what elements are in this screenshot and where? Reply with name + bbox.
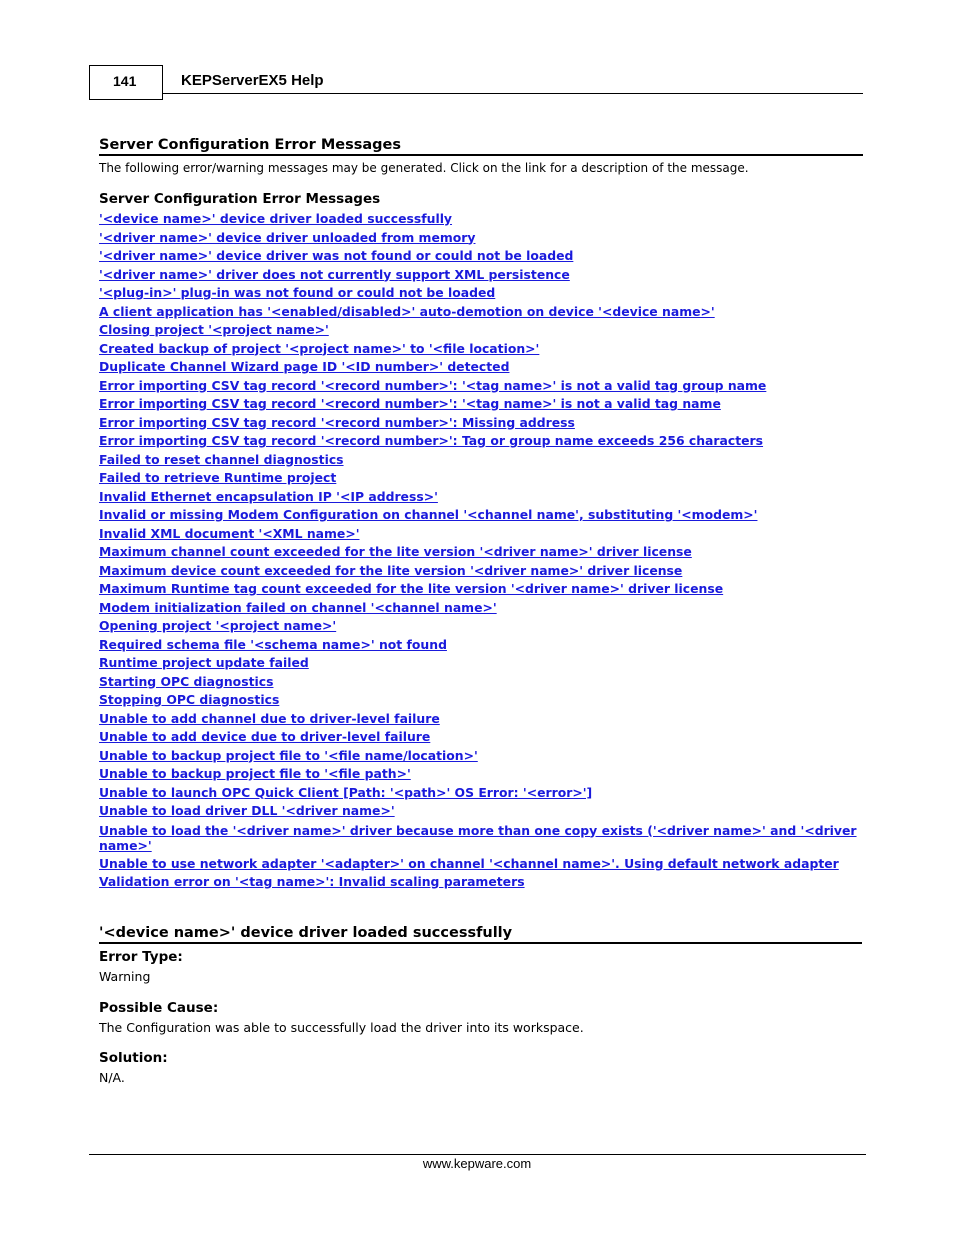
list-item xyxy=(99,873,859,892)
list-item xyxy=(99,747,859,766)
error-message-link[interactable]: Error importing CSV tag record '<record number>': Tag or group name exceeds 256 characters xyxy=(99,433,764,448)
list-item xyxy=(99,340,859,359)
error-message-link[interactable]: Maximum device count exceeded for the lite version '<driver name>' driver license xyxy=(99,562,683,578)
error-message-link[interactable]: Opening project '<project name>' xyxy=(99,618,337,633)
error-message-link[interactable]: '<device name>' device driver loaded successfully xyxy=(99,211,453,226)
list-item xyxy=(99,525,859,544)
list-item xyxy=(99,636,859,655)
section-heading: Server Configuration Error Messages xyxy=(99,137,863,156)
page-number: 141 xyxy=(89,65,163,100)
error-message-link[interactable]: Closing project '<project name>' xyxy=(99,322,329,337)
list-item xyxy=(99,377,859,396)
list-item xyxy=(99,210,859,229)
error-message-link[interactable]: '<driver name>' device driver unloaded from memory xyxy=(99,229,476,245)
error-message-link[interactable]: '<driver name>' driver does not currently support XML persistence xyxy=(99,266,570,282)
list-item xyxy=(99,488,859,507)
error-message-link[interactable]: Error importing CSV tag record '<record number>': '<tag name>' is not a valid tag name xyxy=(99,396,721,411)
error-message-link[interactable]: Unable to use network adapter '<adapter>' on channel '<channel name>'. Using default network adapter xyxy=(99,855,839,871)
list-item xyxy=(99,358,859,377)
error-message-link[interactable]: Unable to add channel due to driver-level failure xyxy=(99,710,440,726)
list-item xyxy=(99,673,859,692)
list-item xyxy=(99,543,859,562)
error-message-link[interactable]: Unable to launch OPC Quick Client [Path: '<path>' OS Error: '<error>'] xyxy=(99,784,593,800)
list-item xyxy=(99,855,859,874)
error-type-value: Warning xyxy=(99,969,151,984)
header-divider xyxy=(163,93,863,94)
error-message-link[interactable]: Unable to load the '<driver name>' driver because more than one copy exists ('<driver name>' and '<driver name>' xyxy=(99,822,857,853)
error-message-link[interactable]: A client application has '<enabled/disabled>' auto-demotion on device '<device name>' xyxy=(99,303,715,319)
error-message-link[interactable]: Invalid or missing Modem Configuration on channel '<channel name', substituting '<modem>' xyxy=(99,507,758,522)
error-message-link[interactable]: Invalid XML document '<XML name>' xyxy=(99,525,360,541)
possible-cause-value: The Configuration was able to successfully load the driver into its workspace. xyxy=(99,1020,584,1035)
footer-divider xyxy=(89,1154,866,1155)
possible-cause-label: Possible Cause: xyxy=(99,1000,219,1016)
list-item xyxy=(99,654,859,673)
list-item xyxy=(99,229,859,248)
list-item xyxy=(99,784,859,803)
error-message-link[interactable]: '<plug-in>' plug-in was not found or could not be loaded xyxy=(99,285,496,300)
error-message-link[interactable]: Error importing CSV tag record '<record number>': Missing address xyxy=(99,414,575,430)
list-item xyxy=(99,562,859,581)
document-title: KEPServerEX5 Help xyxy=(181,72,324,89)
error-message-link[interactable]: Duplicate Channel Wizard page ID '<ID number>' detected xyxy=(99,359,510,374)
solution-value: N/A. xyxy=(99,1070,125,1085)
list-item xyxy=(99,451,859,470)
error-message-link[interactable]: Validation error on '<tag name>': Invalid scaling parameters xyxy=(99,874,525,889)
error-message-link[interactable]: Error importing CSV tag record '<record number>': '<tag name>' is not a valid tag group name xyxy=(99,377,767,393)
error-message-link[interactable]: Unable to add device due to driver-level failure xyxy=(99,729,431,744)
error-message-link[interactable]: Unable to backup project file to '<file path>' xyxy=(99,766,411,781)
error-message-link[interactable]: Modem initialization failed on channel '<channel name>' xyxy=(99,599,497,615)
error-message-link[interactable]: Failed to retrieve Runtime project xyxy=(99,470,337,485)
error-message-link[interactable]: Created backup of project '<project name>' to '<file location>' xyxy=(99,340,540,356)
list-item xyxy=(99,821,859,855)
error-message-link[interactable]: Unable to backup project file to '<file name/location>' xyxy=(99,747,478,763)
footer-url: www.kepware.com xyxy=(422,1156,532,1171)
section-intro: The following error/warning messages may be generated. Click on the link for a description of the message. xyxy=(99,161,749,175)
list-heading: Server Configuration Error Messages xyxy=(99,191,381,207)
error-message-link-list xyxy=(99,210,859,892)
error-message-link[interactable]: '<driver name>' device driver was not found or could not be loaded xyxy=(99,248,574,263)
list-item xyxy=(99,395,859,414)
list-item xyxy=(99,414,859,433)
error-message-link[interactable]: Failed to reset channel diagnostics xyxy=(99,451,344,467)
list-item xyxy=(99,469,859,488)
list-item xyxy=(99,303,859,322)
list-item xyxy=(99,284,859,303)
list-item xyxy=(99,506,859,525)
error-message-link[interactable]: Required schema file '<schema name>' not found xyxy=(99,636,447,652)
list-item xyxy=(99,580,859,599)
list-item xyxy=(99,802,859,821)
list-item xyxy=(99,765,859,784)
list-item xyxy=(99,617,859,636)
detail-heading: '<device name>' device driver loaded successfully xyxy=(99,925,862,944)
error-message-link[interactable]: Stopping OPC diagnostics xyxy=(99,692,280,707)
list-item xyxy=(99,599,859,618)
list-item xyxy=(99,710,859,729)
error-message-link[interactable]: Starting OPC diagnostics xyxy=(99,673,274,689)
list-item xyxy=(99,432,859,451)
list-item xyxy=(99,728,859,747)
error-message-link[interactable]: Invalid Ethernet encapsulation IP '<IP address>' xyxy=(99,488,438,504)
error-message-link[interactable]: Maximum channel count exceeded for the lite version '<driver name>' driver license xyxy=(99,544,692,559)
list-item xyxy=(99,321,859,340)
error-type-label: Error Type: xyxy=(99,949,183,965)
list-item xyxy=(99,266,859,285)
solution-label: Solution: xyxy=(99,1050,168,1066)
error-message-link[interactable]: Maximum Runtime tag count exceeded for the lite version '<driver name>' driver license xyxy=(99,581,724,596)
list-item xyxy=(99,691,859,710)
list-item xyxy=(99,247,859,266)
error-message-link[interactable]: Unable to load driver DLL '<driver name>' xyxy=(99,803,395,818)
error-message-link[interactable]: Runtime project update failed xyxy=(99,655,309,670)
